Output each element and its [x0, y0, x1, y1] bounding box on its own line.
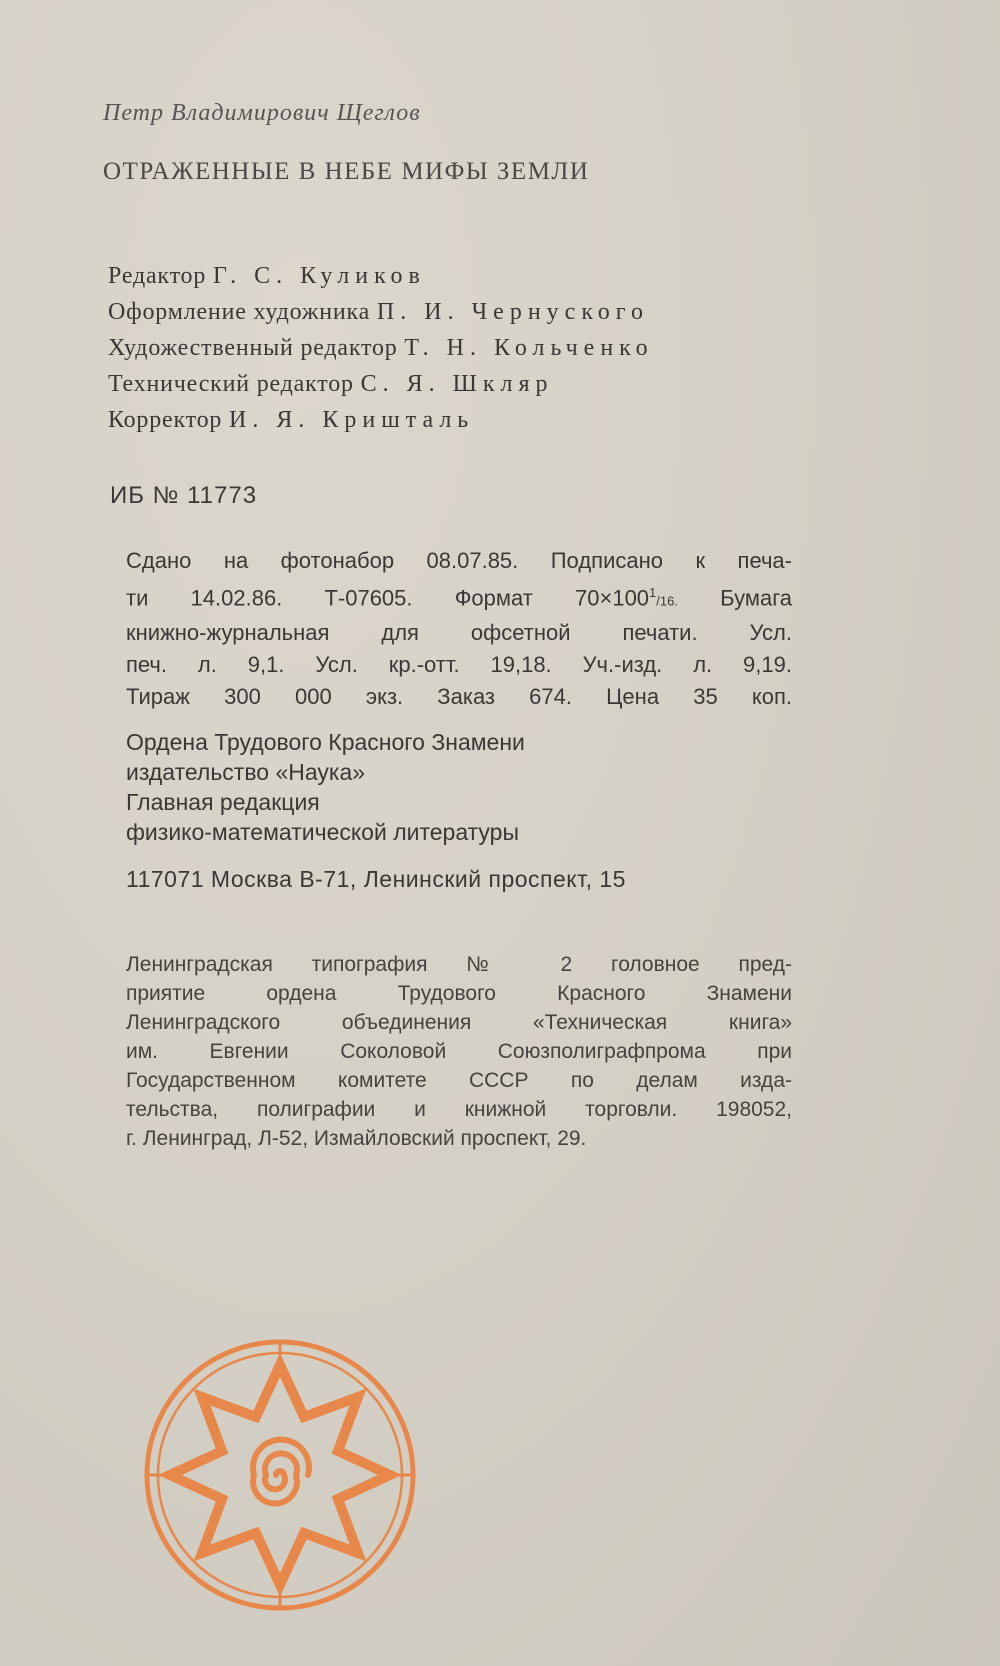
credit-line: Корректор И. Я. Кришталь: [108, 407, 475, 433]
typography-info: [126, 950, 792, 1153]
credit-line: Оформление художника П. И. Чернуского: [108, 299, 650, 325]
publisher-line: Ордена Трудового Красного Знамени: [126, 729, 525, 755]
print-line: Сдано на фотонабор 08.07.85. Подписано к печа-: [126, 548, 792, 573]
typography-line: тельства, полиграфии и книжной торговли. 198052,: [126, 1098, 792, 1121]
print-line: ти 14.02.86. Т-07605. Формат $70\times 100^1/16$. Бумага: [126, 585, 792, 611]
publisher-block: [126, 727, 525, 847]
author-name: Петр Владимирович Щеглов: [103, 100, 421, 126]
credit-line: Технический редактор С. Я. Шкляр: [108, 371, 554, 397]
credits-list: [108, 258, 654, 438]
typography-line: Государственном комитете СССР по делам изда-: [126, 1069, 792, 1092]
book-title: ОТРАЖЕННЫЕ В НЕБЕ МИФЫ ЗЕМЛИ: [103, 158, 590, 185]
print-line: Тираж 300 000 экз. Заказ 674. Цена 35 коп.: [126, 684, 792, 710]
publisher-line: физико-математической литературы: [126, 819, 519, 845]
print-line: книжно-журнальная для офсетной печати. Усл.: [126, 620, 792, 646]
print-info: [126, 545, 792, 713]
publisher-address: 117071 Москва В-71, Ленинский проспект, 15: [126, 866, 626, 892]
publisher-line: издательство «Наука»: [126, 759, 366, 785]
typography-line: Ленинградская типография № 2 головное пред-: [126, 953, 792, 976]
print-line: печ. л. 9,1. Усл. кр.-отт. 19,18. Уч.-изд. л. 9,19.: [126, 652, 792, 678]
publisher-line: Главная редакция: [126, 789, 320, 815]
typography-line: Ленинградского объединения «Техническая книга»: [126, 1011, 792, 1034]
ib-number: ИБ № 11773: [110, 482, 258, 509]
credit-line: Редактор Г. С. Куликов: [108, 263, 426, 289]
typography-line: г. Ленинград, Л-52, Измайловский проспект, 29.: [126, 1127, 587, 1150]
publisher-emblem-icon: [140, 1335, 420, 1615]
typography-line: приятие ордена Трудового Красного Знамени: [126, 982, 792, 1005]
typography-line: им. Евгении Соколовой Союзполиграфпрома при: [126, 1040, 792, 1063]
credit-line: Художественный редактор Т. Н. Кольченко: [108, 335, 654, 361]
